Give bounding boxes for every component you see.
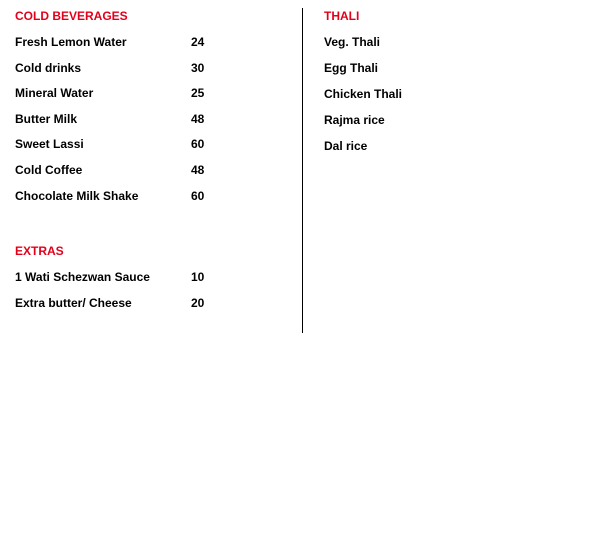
menu-item-name: Dal rice	[324, 139, 368, 153]
menu-item-name: Sweet Lassi	[15, 137, 84, 152]
extras-heading: EXTRAS	[15, 244, 64, 258]
menu-item	[15, 188, 215, 214]
menu-item-name: Fresh Lemon Water	[15, 35, 127, 49]
menu-item-price: 10	[191, 270, 205, 284]
menu-item-price: 48	[191, 162, 205, 177]
menu-item-name: Chicken Thali	[324, 87, 403, 101]
thali-section	[324, 8, 524, 164]
menu-item	[15, 111, 215, 137]
menu-item-name: Mineral Water	[15, 86, 94, 101]
menu-item-name: Butter Milk	[15, 111, 78, 126]
menu-item	[324, 86, 524, 112]
menu-item-price: 60	[191, 188, 205, 203]
menu-item	[324, 34, 524, 60]
menu-item-name: Egg Thali	[324, 61, 378, 75]
menu-item	[15, 85, 215, 111]
menu-item-name: Veg. Thali	[324, 35, 381, 49]
cold-beverages-heading: COLD BEVERAGES	[15, 9, 128, 23]
menu-item-name: Cold drinks	[15, 60, 82, 75]
menu-item-name: Extra butter/ Cheese	[15, 295, 132, 310]
menu-item-price: 30	[191, 60, 205, 75]
menu-item-price: 24	[191, 35, 205, 49]
menu-item	[324, 138, 524, 164]
menu-item	[15, 269, 215, 295]
menu-item-name: Cold Coffee	[15, 162, 83, 177]
menu-item	[15, 34, 215, 60]
menu-item	[15, 136, 215, 162]
menu-item-name: 1 Wati Schezwan Sauce	[15, 270, 150, 284]
menu-item	[15, 162, 215, 188]
cold-beverages-section	[15, 8, 215, 213]
column-divider	[302, 8, 303, 333]
menu-item-price: 48	[191, 111, 205, 126]
menu-item	[324, 112, 524, 138]
menu-item	[15, 295, 215, 321]
menu-item-name: Chocolate Milk Shake	[15, 188, 139, 203]
menu-item-price: 25	[191, 86, 205, 101]
menu-item-price: 20	[191, 295, 205, 310]
menu-item	[324, 60, 524, 86]
menu-item	[15, 60, 215, 86]
menu-item-price: 60	[191, 137, 205, 152]
thali-heading: THALI	[324, 9, 360, 23]
extras-section	[15, 243, 215, 320]
menu-item-name: Rajma rice	[324, 113, 385, 127]
